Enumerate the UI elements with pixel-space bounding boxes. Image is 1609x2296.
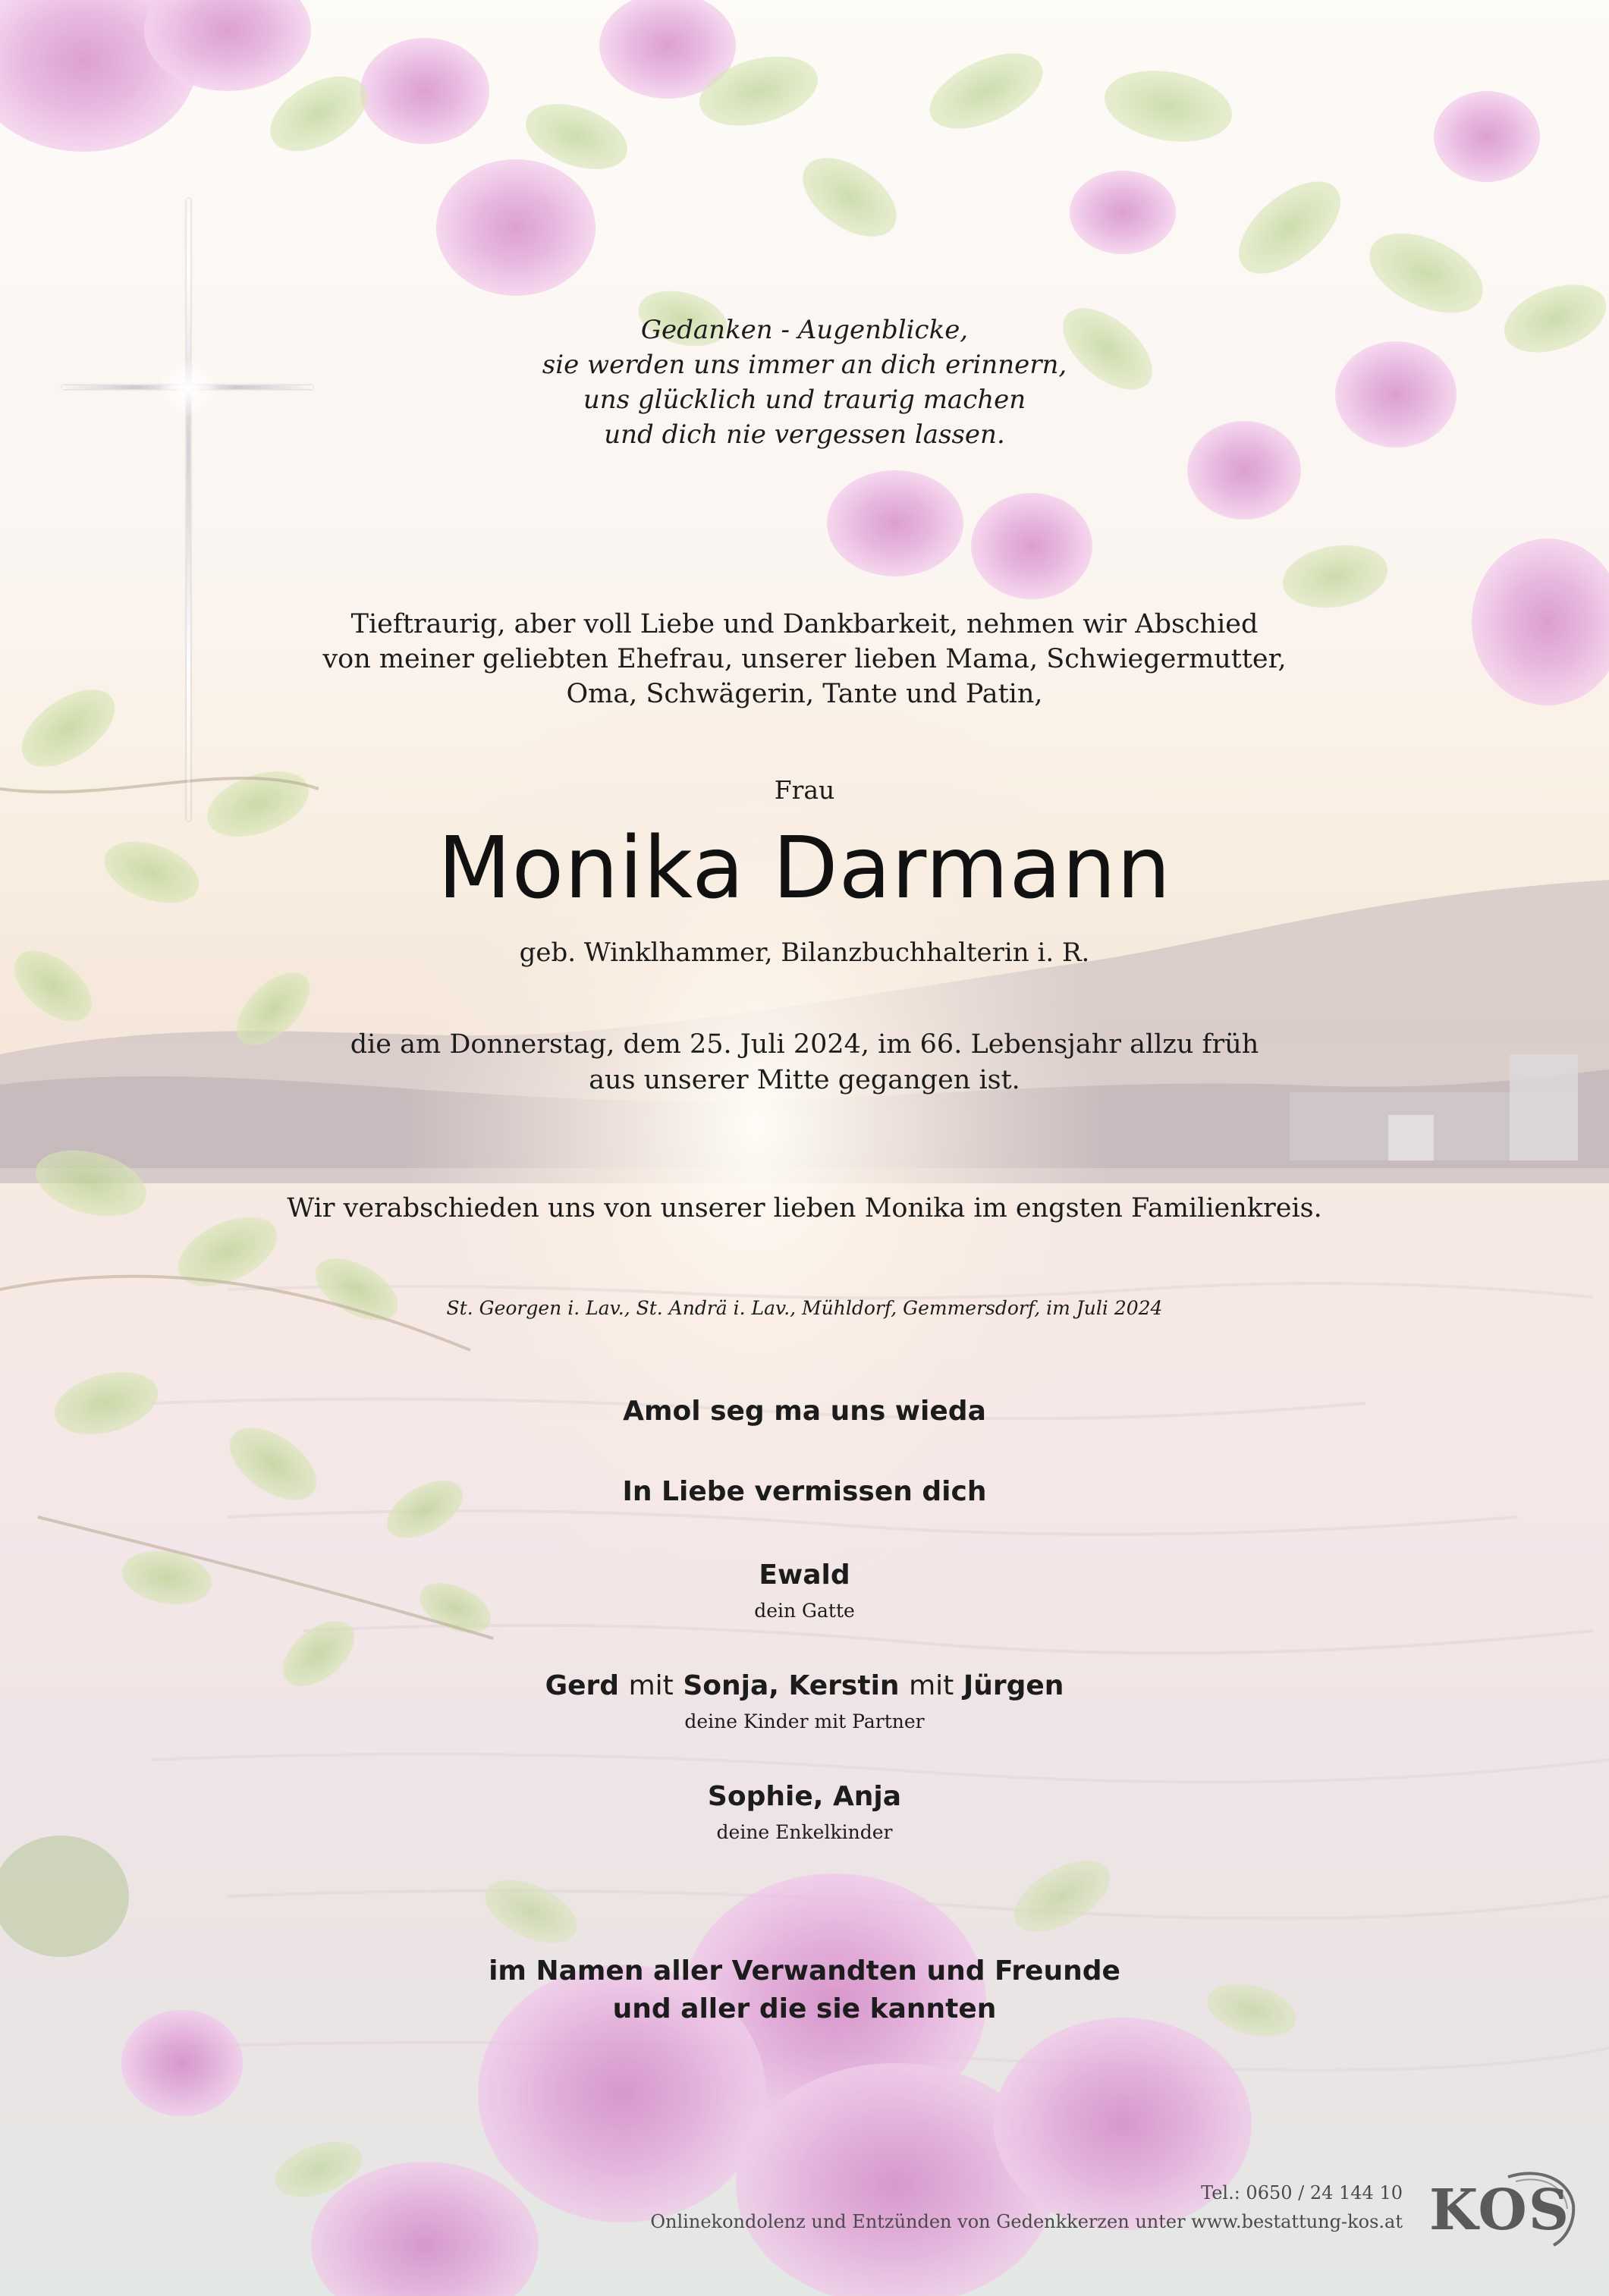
company-logo — [1425, 2163, 1576, 2247]
intro-line: von meiner geliebten Ehefrau, unserer lieben Mama, Schwiegermutter, — [322, 644, 1287, 674]
closing-line: im Namen aller Verwandten und Freunde — [489, 1955, 1120, 1987]
intro-line: Oma, Schwägerin, Tante und Patin, — [566, 679, 1043, 709]
footer-phone: Tel.: 0650 / 24 144 10 — [1201, 2182, 1403, 2203]
intro-text — [0, 607, 1609, 711]
spouse-name: Ewald — [759, 1559, 850, 1591]
child-name: Gerd — [545, 1670, 620, 1701]
poem-line: sie werden uns immer an dich erinnern, — [542, 350, 1067, 380]
salutation: Frau — [774, 775, 835, 805]
child-name: Kerstin — [788, 1670, 900, 1701]
children-relation: deine Kinder mit Partner — [684, 1710, 925, 1732]
death-notice — [0, 1027, 1609, 1098]
maiden-name-profession: geb. Winklhammer, Bilanzbuchhalterin i. R. — [519, 938, 1090, 968]
intro-line: Tieftraurig, aber voll Liebe und Dankbarkeit, nehmen wir Abschied — [350, 609, 1259, 639]
poem-line: und dich nie vergessen lassen. — [604, 419, 1005, 450]
connector: mit — [909, 1670, 954, 1701]
motto: Amol seg ma uns wieda — [623, 1396, 986, 1427]
connector: mit — [628, 1670, 674, 1701]
death-line: aus unserer Mitte gegangen ist. — [589, 1065, 1020, 1095]
death-line: die am Donnerstag, dem 25. Juli 2024, im 66. Lebensjahr allzu früh — [350, 1029, 1259, 1060]
closing-line: und aller die sie kannten — [612, 1993, 997, 2024]
children-names — [0, 1669, 1609, 1704]
grandchildren-names: Sophie, Anja — [707, 1781, 902, 1812]
partner-name: Jürgen — [963, 1670, 1064, 1701]
partner-name: Sonja, — [683, 1670, 779, 1701]
deceased-name: Monika Darmann — [437, 819, 1172, 918]
poem-line: Gedanken - Augenblicke, — [640, 315, 969, 345]
logo-text: KOS — [1429, 2178, 1571, 2243]
closing-text — [0, 1952, 1609, 2028]
farewell-text: Wir verabschieden uns von unserer lieben Monika im engsten Familienkreis. — [287, 1193, 1322, 1223]
spouse-relation: dein Gatte — [754, 1600, 855, 1622]
grandchildren-relation: deine Enkelkinder — [716, 1821, 893, 1843]
footer-online-link[interactable]: Onlinekondolenz und Entzünden von Gedenkkerzen unter www.bestattung-kos.at — [650, 2211, 1403, 2232]
poem-line: uns glücklich und traurig machen — [583, 385, 1026, 415]
missing-text: In Liebe vermissen dich — [622, 1476, 987, 1507]
place-date: St. Georgen i. Lav., St. Andrä i. Lav., Mühldorf, Gemmersdorf, im Juli 2024 — [446, 1297, 1163, 1319]
poem — [0, 313, 1609, 452]
